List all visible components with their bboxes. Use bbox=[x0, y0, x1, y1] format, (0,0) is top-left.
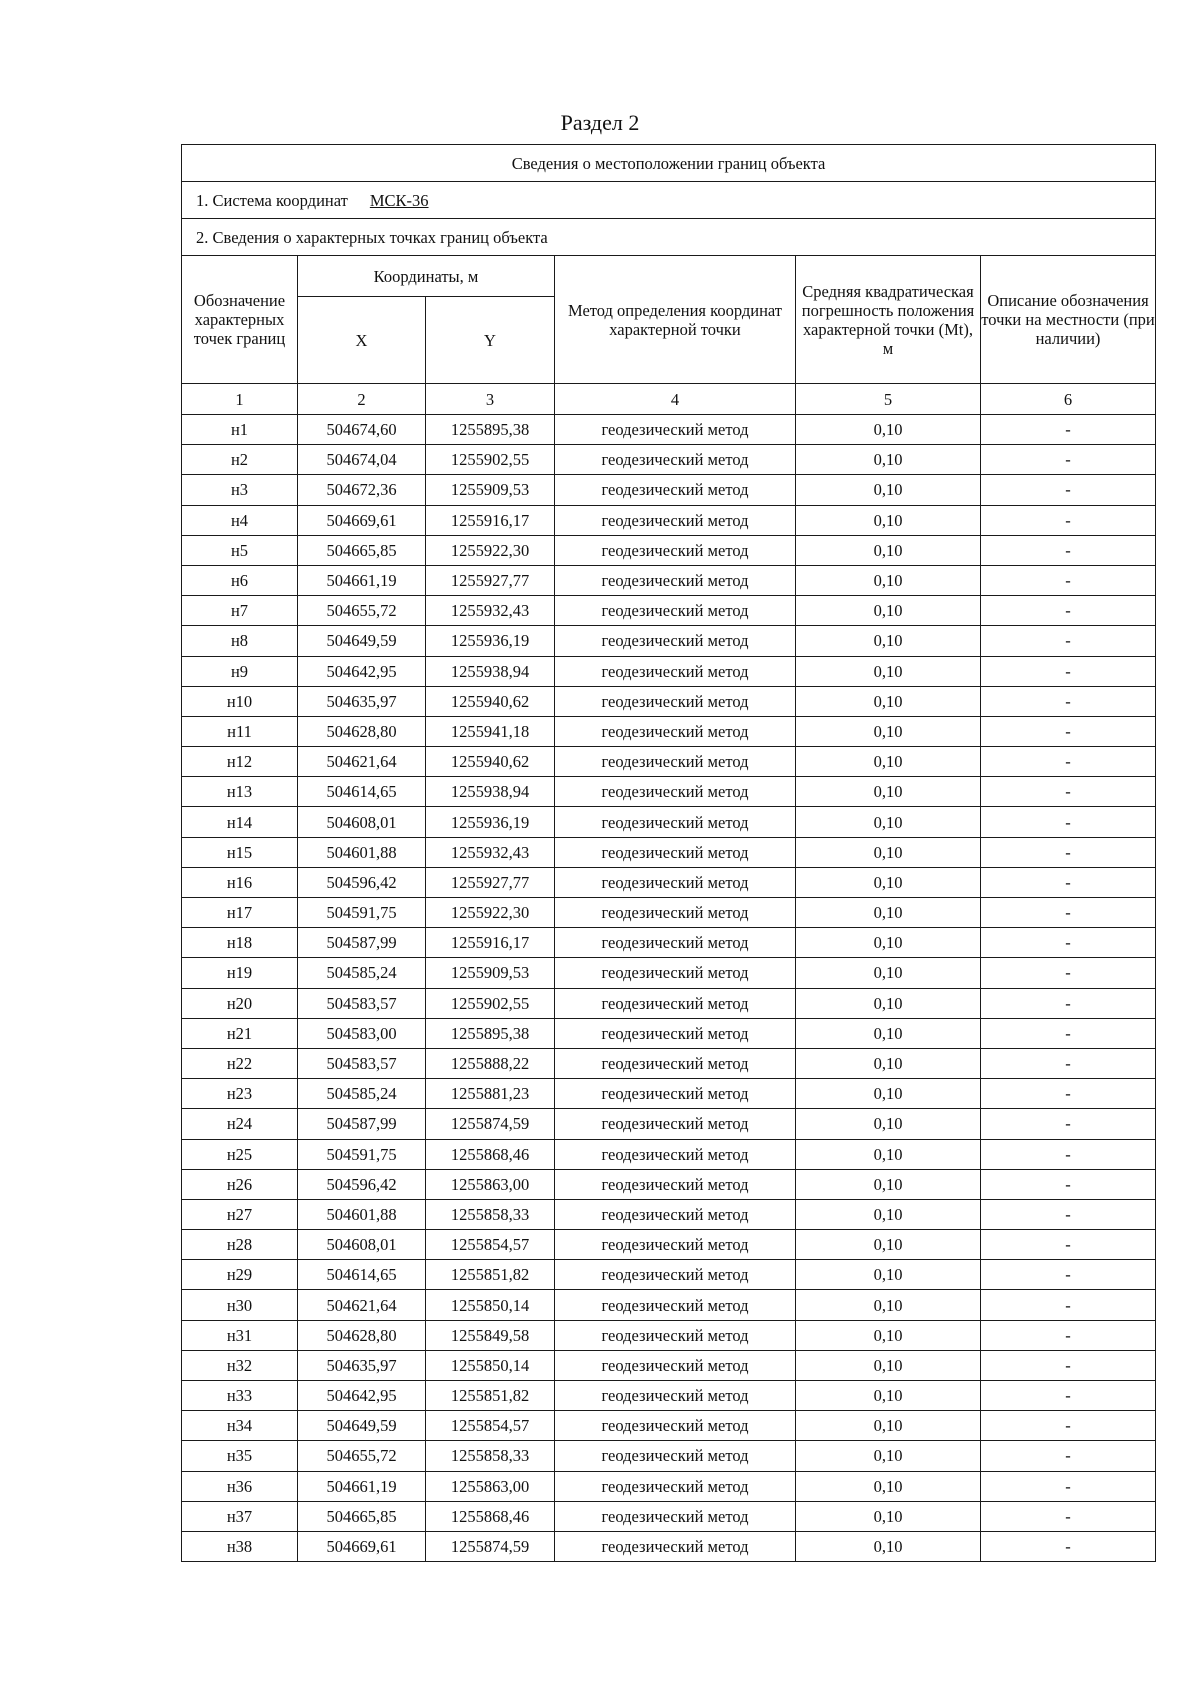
x-coord-cell: 504583,57 bbox=[298, 988, 426, 1018]
header-row-1 bbox=[182, 256, 1156, 297]
method-cell: геодезический метод bbox=[555, 686, 796, 716]
column-number: 3 bbox=[426, 384, 555, 415]
point-id-cell: н33 bbox=[182, 1381, 298, 1411]
error-cell: 0,10 bbox=[796, 1169, 981, 1199]
method-cell: геодезический метод bbox=[555, 1260, 796, 1290]
column-numbers-row bbox=[182, 384, 1156, 415]
method-cell: геодезический метод bbox=[555, 988, 796, 1018]
method-cell: геодезический метод bbox=[555, 1531, 796, 1561]
method-cell: геодезический метод bbox=[555, 1048, 796, 1078]
coord-system-label: 1. Система координат bbox=[196, 190, 348, 210]
y-coord-cell: 1255922,30 bbox=[426, 535, 555, 565]
section-title: Раздел 2 bbox=[560, 110, 640, 135]
table-row bbox=[182, 1230, 1156, 1260]
description-cell: - bbox=[981, 1471, 1156, 1501]
x-coord-cell: 504608,01 bbox=[298, 807, 426, 837]
y-coord-cell: 1255902,55 bbox=[426, 445, 555, 475]
point-id-cell: н3 bbox=[182, 475, 298, 505]
y-coord-cell: 1255895,38 bbox=[426, 415, 555, 445]
error-cell: 0,10 bbox=[796, 1048, 981, 1078]
y-coord-cell: 1255932,43 bbox=[426, 596, 555, 626]
point-id-cell: н22 bbox=[182, 1048, 298, 1078]
description-cell: - bbox=[981, 1350, 1156, 1380]
error-cell: 0,10 bbox=[796, 1501, 981, 1531]
x-coord-cell: 504585,24 bbox=[298, 958, 426, 988]
x-coord-cell: 504621,64 bbox=[298, 747, 426, 777]
method-cell: геодезический метод bbox=[555, 1320, 796, 1350]
column-number: 6 bbox=[981, 384, 1156, 415]
point-id-cell: н30 bbox=[182, 1290, 298, 1320]
y-coord-cell: 1255858,33 bbox=[426, 1441, 555, 1471]
y-coord-cell: 1255895,38 bbox=[426, 1018, 555, 1048]
points-title: 2. Сведения о характерных точках границ объекта bbox=[182, 219, 1156, 256]
method-cell: геодезический метод bbox=[555, 1169, 796, 1199]
point-id-cell: н21 bbox=[182, 1018, 298, 1048]
point-id-cell: н17 bbox=[182, 898, 298, 928]
table-row bbox=[182, 596, 1156, 626]
y-coord-cell: 1255868,46 bbox=[426, 1139, 555, 1169]
table-row bbox=[182, 898, 1156, 928]
method-cell: геодезический метод bbox=[555, 656, 796, 686]
description-cell: - bbox=[981, 596, 1156, 626]
x-coord-cell: 504669,61 bbox=[298, 1531, 426, 1561]
error-cell: 0,10 bbox=[796, 777, 981, 807]
column-number: 2 bbox=[298, 384, 426, 415]
point-id-cell: н1 bbox=[182, 415, 298, 445]
x-coord-cell: 504672,36 bbox=[298, 475, 426, 505]
method-cell: геодезический метод bbox=[555, 626, 796, 656]
point-id-cell: н12 bbox=[182, 747, 298, 777]
description-cell: - bbox=[981, 807, 1156, 837]
description-cell: - bbox=[981, 445, 1156, 475]
error-cell: 0,10 bbox=[796, 958, 981, 988]
column-number: 4 bbox=[555, 384, 796, 415]
method-cell: геодезический метод bbox=[555, 1381, 796, 1411]
error-cell: 0,10 bbox=[796, 1260, 981, 1290]
points-title-row bbox=[182, 219, 1156, 256]
x-coord-cell: 504649,59 bbox=[298, 626, 426, 656]
table-row bbox=[182, 1109, 1156, 1139]
y-coord-cell: 1255916,17 bbox=[426, 505, 555, 535]
boundary-points-table bbox=[181, 144, 1156, 1562]
method-cell: геодезический метод bbox=[555, 777, 796, 807]
description-cell: - bbox=[981, 1018, 1156, 1048]
table-row bbox=[182, 1260, 1156, 1290]
point-id-cell: н4 bbox=[182, 505, 298, 535]
x-coord-cell: 504591,75 bbox=[298, 1139, 426, 1169]
point-id-cell: н27 bbox=[182, 1199, 298, 1229]
table-row bbox=[182, 686, 1156, 716]
point-id-cell: н16 bbox=[182, 867, 298, 897]
point-id-cell: н37 bbox=[182, 1501, 298, 1531]
y-coord-cell: 1255888,22 bbox=[426, 1048, 555, 1078]
table-title: Сведения о местоположении границ объекта bbox=[182, 145, 1156, 182]
method-cell: геодезический метод bbox=[555, 1199, 796, 1229]
table-row bbox=[182, 958, 1156, 988]
table-row bbox=[182, 1350, 1156, 1380]
y-coord-cell: 1255868,46 bbox=[426, 1501, 555, 1531]
description-cell: - bbox=[981, 1411, 1156, 1441]
error-cell: 0,10 bbox=[796, 626, 981, 656]
error-cell: 0,10 bbox=[796, 1109, 981, 1139]
x-coord-cell: 504649,59 bbox=[298, 1411, 426, 1441]
y-coord-cell: 1255854,57 bbox=[426, 1411, 555, 1441]
table-row bbox=[182, 535, 1156, 565]
method-cell: геодезический метод bbox=[555, 747, 796, 777]
coord-system-value: МСК-36 bbox=[369, 190, 429, 210]
method-cell: геодезический метод bbox=[555, 898, 796, 928]
x-coord-cell: 504661,19 bbox=[298, 1471, 426, 1501]
point-id-cell: н7 bbox=[182, 596, 298, 626]
description-cell: - bbox=[981, 1048, 1156, 1078]
method-cell: геодезический метод bbox=[555, 1018, 796, 1048]
error-cell: 0,10 bbox=[796, 1230, 981, 1260]
table-row bbox=[182, 1139, 1156, 1169]
description-cell: - bbox=[981, 626, 1156, 656]
x-coord-cell: 504642,95 bbox=[298, 1381, 426, 1411]
description-cell: - bbox=[981, 1199, 1156, 1229]
error-cell: 0,10 bbox=[796, 988, 981, 1018]
error-cell: 0,10 bbox=[796, 596, 981, 626]
description-cell: - bbox=[981, 1169, 1156, 1199]
table-row bbox=[182, 1079, 1156, 1109]
table-row bbox=[182, 928, 1156, 958]
method-cell: геодезический метод bbox=[555, 958, 796, 988]
error-cell: 0,10 bbox=[796, 928, 981, 958]
error-cell: 0,10 bbox=[796, 505, 981, 535]
x-coord-cell: 504674,60 bbox=[298, 415, 426, 445]
description-cell: - bbox=[981, 565, 1156, 595]
error-cell: 0,10 bbox=[796, 867, 981, 897]
y-coord-cell: 1255858,33 bbox=[426, 1199, 555, 1229]
description-cell: - bbox=[981, 505, 1156, 535]
x-coord-cell: 504596,42 bbox=[298, 867, 426, 897]
description-cell: - bbox=[981, 686, 1156, 716]
description-cell: - bbox=[981, 1501, 1156, 1531]
description-cell: - bbox=[981, 988, 1156, 1018]
x-coord-cell: 504669,61 bbox=[298, 505, 426, 535]
x-coord-cell: 504674,04 bbox=[298, 445, 426, 475]
description-cell: - bbox=[981, 475, 1156, 505]
point-id-cell: н13 bbox=[182, 777, 298, 807]
description-cell: - bbox=[981, 867, 1156, 897]
method-cell: геодезический метод bbox=[555, 535, 796, 565]
x-coord-cell: 504635,97 bbox=[298, 1350, 426, 1380]
table-row bbox=[182, 837, 1156, 867]
error-cell: 0,10 bbox=[796, 686, 981, 716]
y-coord-cell: 1255874,59 bbox=[426, 1109, 555, 1139]
error-cell: 0,10 bbox=[796, 1411, 981, 1441]
point-id-cell: н23 bbox=[182, 1079, 298, 1109]
y-coord-cell: 1255922,30 bbox=[426, 898, 555, 928]
point-id-cell: н29 bbox=[182, 1260, 298, 1290]
point-id-cell: н15 bbox=[182, 837, 298, 867]
error-cell: 0,10 bbox=[796, 1350, 981, 1380]
table-row bbox=[182, 716, 1156, 746]
y-coord-cell: 1255927,77 bbox=[426, 565, 555, 595]
description-cell: - bbox=[981, 747, 1156, 777]
method-cell: геодезический метод bbox=[555, 475, 796, 505]
table-row bbox=[182, 1411, 1156, 1441]
error-cell: 0,10 bbox=[796, 747, 981, 777]
error-cell: 0,10 bbox=[796, 1531, 981, 1561]
x-coord-cell: 504655,72 bbox=[298, 1441, 426, 1471]
point-id-cell: н14 bbox=[182, 807, 298, 837]
description-cell: - bbox=[981, 1230, 1156, 1260]
method-cell: геодезический метод bbox=[555, 1350, 796, 1380]
y-coord-cell: 1255851,82 bbox=[426, 1260, 555, 1290]
error-cell: 0,10 bbox=[796, 1320, 981, 1350]
error-cell: 0,10 bbox=[796, 565, 981, 595]
x-coord-cell: 504621,64 bbox=[298, 1290, 426, 1320]
x-coord-cell: 504614,65 bbox=[298, 1260, 426, 1290]
point-id-cell: н18 bbox=[182, 928, 298, 958]
point-id-cell: н25 bbox=[182, 1139, 298, 1169]
error-cell: 0,10 bbox=[796, 1471, 981, 1501]
error-cell: 0,10 bbox=[796, 837, 981, 867]
table-row bbox=[182, 656, 1156, 686]
error-cell: 0,10 bbox=[796, 1139, 981, 1169]
x-coord-cell: 504596,42 bbox=[298, 1169, 426, 1199]
error-cell: 0,10 bbox=[796, 475, 981, 505]
description-cell: - bbox=[981, 958, 1156, 988]
point-id-cell: н11 bbox=[182, 716, 298, 746]
y-coord-cell: 1255932,43 bbox=[426, 837, 555, 867]
header-description: Описание обозначения точки на местности (при наличии) bbox=[981, 256, 1156, 384]
x-coord-cell: 504665,85 bbox=[298, 535, 426, 565]
coord-system-cell bbox=[182, 182, 1156, 219]
point-id-cell: н32 bbox=[182, 1350, 298, 1380]
table-row bbox=[182, 565, 1156, 595]
point-id-cell: н6 bbox=[182, 565, 298, 595]
table-row bbox=[182, 1290, 1156, 1320]
table-row bbox=[182, 626, 1156, 656]
y-coord-cell: 1255916,17 bbox=[426, 928, 555, 958]
description-cell: - bbox=[981, 1381, 1156, 1411]
x-coord-cell: 504591,75 bbox=[298, 898, 426, 928]
error-cell: 0,10 bbox=[796, 1199, 981, 1229]
method-cell: геодезический метод bbox=[555, 928, 796, 958]
description-cell: - bbox=[981, 1079, 1156, 1109]
y-coord-cell: 1255936,19 bbox=[426, 626, 555, 656]
method-cell: геодезический метод bbox=[555, 1230, 796, 1260]
point-id-cell: н36 bbox=[182, 1471, 298, 1501]
method-cell: геодезический метод bbox=[555, 1139, 796, 1169]
description-cell: - bbox=[981, 1109, 1156, 1139]
description-cell: - bbox=[981, 898, 1156, 928]
table-row bbox=[182, 1471, 1156, 1501]
method-cell: геодезический метод bbox=[555, 1501, 796, 1531]
x-coord-cell: 504583,00 bbox=[298, 1018, 426, 1048]
method-cell: геодезический метод bbox=[555, 596, 796, 626]
x-coord-cell: 504587,99 bbox=[298, 1109, 426, 1139]
table-row bbox=[182, 867, 1156, 897]
y-coord-cell: 1255863,00 bbox=[426, 1471, 555, 1501]
method-cell: геодезический метод bbox=[555, 505, 796, 535]
error-cell: 0,10 bbox=[796, 656, 981, 686]
y-coord-cell: 1255902,55 bbox=[426, 988, 555, 1018]
table-row bbox=[182, 777, 1156, 807]
x-coord-cell: 504628,80 bbox=[298, 1320, 426, 1350]
method-cell: геодезический метод bbox=[555, 837, 796, 867]
method-cell: геодезический метод bbox=[555, 565, 796, 595]
point-id-cell: н38 bbox=[182, 1531, 298, 1561]
table-row bbox=[182, 415, 1156, 445]
description-cell: - bbox=[981, 1139, 1156, 1169]
point-id-cell: н2 bbox=[182, 445, 298, 475]
method-cell: геодезический метод bbox=[555, 1109, 796, 1139]
header-designation: Обозначение характерных точек границ bbox=[182, 256, 298, 384]
description-cell: - bbox=[981, 1320, 1156, 1350]
table-row bbox=[182, 1048, 1156, 1078]
description-cell: - bbox=[981, 716, 1156, 746]
x-coord-cell: 504661,19 bbox=[298, 565, 426, 595]
error-cell: 0,10 bbox=[796, 1290, 981, 1320]
table-row bbox=[182, 505, 1156, 535]
y-coord-cell: 1255940,62 bbox=[426, 747, 555, 777]
table-row bbox=[182, 445, 1156, 475]
point-id-cell: н26 bbox=[182, 1169, 298, 1199]
table-row bbox=[182, 1018, 1156, 1048]
y-coord-cell: 1255909,53 bbox=[426, 475, 555, 505]
description-cell: - bbox=[981, 928, 1156, 958]
method-cell: геодезический метод bbox=[555, 1290, 796, 1320]
table-row bbox=[182, 1169, 1156, 1199]
x-coord-cell: 504583,57 bbox=[298, 1048, 426, 1078]
table-row bbox=[182, 1531, 1156, 1561]
x-coord-cell: 504665,85 bbox=[298, 1501, 426, 1531]
y-coord-cell: 1255854,57 bbox=[426, 1230, 555, 1260]
description-cell: - bbox=[981, 415, 1156, 445]
y-coord-cell: 1255863,00 bbox=[426, 1169, 555, 1199]
error-cell: 0,10 bbox=[796, 716, 981, 746]
y-coord-cell: 1255909,53 bbox=[426, 958, 555, 988]
table-row bbox=[182, 1381, 1156, 1411]
method-cell: геодезический метод bbox=[555, 1411, 796, 1441]
header-coords: Координаты, м bbox=[298, 256, 555, 297]
method-cell: геодезический метод bbox=[555, 1441, 796, 1471]
y-coord-cell: 1255849,58 bbox=[426, 1320, 555, 1350]
method-cell: геодезический метод bbox=[555, 1471, 796, 1501]
x-coord-cell: 504655,72 bbox=[298, 596, 426, 626]
point-id-cell: н20 bbox=[182, 988, 298, 1018]
error-cell: 0,10 bbox=[796, 1079, 981, 1109]
method-cell: геодезический метод bbox=[555, 867, 796, 897]
column-number: 1 bbox=[182, 384, 298, 415]
table-row bbox=[182, 747, 1156, 777]
table-title-row bbox=[182, 145, 1156, 182]
table-row bbox=[182, 1320, 1156, 1350]
table-row bbox=[182, 1501, 1156, 1531]
error-cell: 0,10 bbox=[796, 1381, 981, 1411]
x-coord-cell: 504601,88 bbox=[298, 837, 426, 867]
method-cell: геодезический метод bbox=[555, 415, 796, 445]
x-coord-cell: 504608,01 bbox=[298, 1230, 426, 1260]
description-cell: - bbox=[981, 837, 1156, 867]
description-cell: - bbox=[981, 656, 1156, 686]
point-id-cell: н24 bbox=[182, 1109, 298, 1139]
point-id-cell: н10 bbox=[182, 686, 298, 716]
coord-system-row bbox=[182, 182, 1156, 219]
method-cell: геодезический метод bbox=[555, 716, 796, 746]
point-id-cell: н8 bbox=[182, 626, 298, 656]
point-id-cell: н28 bbox=[182, 1230, 298, 1260]
table-row bbox=[182, 807, 1156, 837]
description-cell: - bbox=[981, 1290, 1156, 1320]
header-error: Средняя квадратическая погрешность положения характерной точки (Mt), м bbox=[796, 256, 981, 384]
y-coord-cell: 1255874,59 bbox=[426, 1531, 555, 1561]
point-id-cell: н19 bbox=[182, 958, 298, 988]
error-cell: 0,10 bbox=[796, 807, 981, 837]
point-id-cell: н34 bbox=[182, 1411, 298, 1441]
error-cell: 0,10 bbox=[796, 445, 981, 475]
x-coord-cell: 504635,97 bbox=[298, 686, 426, 716]
y-coord-cell: 1255940,62 bbox=[426, 686, 555, 716]
point-id-cell: н5 bbox=[182, 535, 298, 565]
method-cell: геодезический метод bbox=[555, 445, 796, 475]
point-id-cell: н9 bbox=[182, 656, 298, 686]
description-cell: - bbox=[981, 1260, 1156, 1290]
column-number: 5 bbox=[796, 384, 981, 415]
x-coord-cell: 504601,88 bbox=[298, 1199, 426, 1229]
header-method: Метод определения координат характерной точки bbox=[555, 256, 796, 384]
x-coord-cell: 504587,99 bbox=[298, 928, 426, 958]
x-coord-cell: 504614,65 bbox=[298, 777, 426, 807]
description-cell: - bbox=[981, 535, 1156, 565]
error-cell: 0,10 bbox=[796, 1018, 981, 1048]
y-coord-cell: 1255936,19 bbox=[426, 807, 555, 837]
method-cell: геодезический метод bbox=[555, 807, 796, 837]
method-cell: геодезический метод bbox=[555, 1079, 796, 1109]
table-row bbox=[182, 988, 1156, 1018]
error-cell: 0,10 bbox=[796, 415, 981, 445]
y-coord-cell: 1255938,94 bbox=[426, 777, 555, 807]
y-coord-cell: 1255850,14 bbox=[426, 1350, 555, 1380]
table-row bbox=[182, 1199, 1156, 1229]
description-cell: - bbox=[981, 1441, 1156, 1471]
x-coord-cell: 504628,80 bbox=[298, 716, 426, 746]
x-coord-cell: 504585,24 bbox=[298, 1079, 426, 1109]
x-coord-cell: 504642,95 bbox=[298, 656, 426, 686]
y-coord-cell: 1255881,23 bbox=[426, 1079, 555, 1109]
error-cell: 0,10 bbox=[796, 535, 981, 565]
description-cell: - bbox=[981, 1531, 1156, 1561]
header-x: X bbox=[298, 297, 426, 384]
y-coord-cell: 1255941,18 bbox=[426, 716, 555, 746]
y-coord-cell: 1255850,14 bbox=[426, 1290, 555, 1320]
y-coord-cell: 1255938,94 bbox=[426, 656, 555, 686]
y-coord-cell: 1255851,82 bbox=[426, 1381, 555, 1411]
header-y: Y bbox=[426, 297, 555, 384]
description-cell: - bbox=[981, 777, 1156, 807]
error-cell: 0,10 bbox=[796, 1441, 981, 1471]
point-id-cell: н35 bbox=[182, 1441, 298, 1471]
error-cell: 0,10 bbox=[796, 898, 981, 928]
table-row bbox=[182, 1441, 1156, 1471]
table-row bbox=[182, 475, 1156, 505]
y-coord-cell: 1255927,77 bbox=[426, 867, 555, 897]
point-id-cell: н31 bbox=[182, 1320, 298, 1350]
